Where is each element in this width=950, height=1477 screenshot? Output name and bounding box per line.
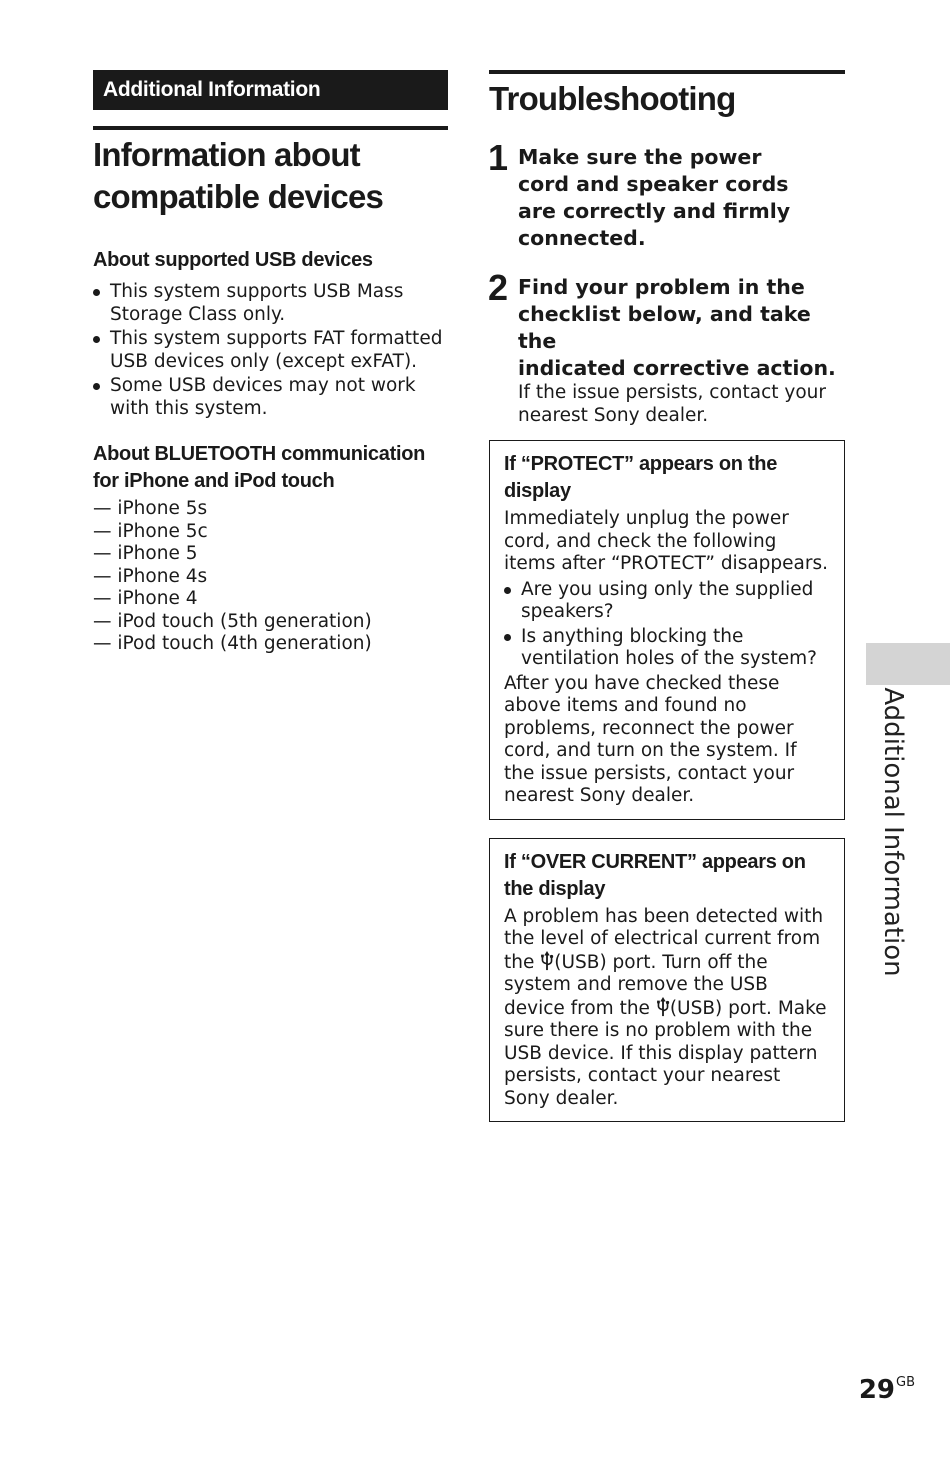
side-tab-label: Additional Information <box>878 687 908 977</box>
step-number: 2 <box>488 267 509 308</box>
bullet-icon <box>504 587 511 594</box>
list-item: — iPhone 4 <box>93 588 198 609</box>
list-item: — iPhone 5 <box>93 543 198 564</box>
step-1 <box>488 137 845 252</box>
list-item: Are you using only the supplied speakers? <box>504 579 831 624</box>
step-2 <box>488 267 845 427</box>
page-title <box>93 134 448 218</box>
list-item: — iPod touch (4th generation) <box>93 633 372 654</box>
protect-box-title: If “PROTECT” appears on the display <box>504 453 778 502</box>
list-item: Some USB devices may not work with this system. <box>93 375 448 420</box>
page-suffix: GB <box>896 1375 915 1390</box>
bullet-icon <box>93 289 100 296</box>
protect-checklist <box>504 579 831 671</box>
overcurrent-box <box>489 838 845 1123</box>
list-item: — iPhone 4s <box>93 565 208 587</box>
list-item: — iPhone 5s <box>93 498 208 519</box>
page-title-line2: compatible devices <box>93 178 384 215</box>
bluetooth-heading: About BLUETOOTH communication for iPhone and iPod touch <box>93 443 426 492</box>
step-number: 1 <box>488 137 509 178</box>
bullet-icon <box>93 336 100 343</box>
right-column <box>489 70 845 1122</box>
bullet-icon <box>93 383 100 390</box>
bluetooth-device-list <box>93 498 448 656</box>
overcurrent-text: A problem has been detected with the level of electrical current from the (USB) port. Turn off the system and remove the USB device from the (USB) port. Make sure there is no problem with the USB device. If this display pattern persists, contact your nearest Sony dealer. <box>504 905 827 1109</box>
page-number: $29^{GB}$ <box>858 1375 915 1405</box>
overcurrent-box-title: If “OVER CURRENT” appears on the display <box>504 850 806 900</box>
troubleshooting-title: Troubleshooting <box>489 80 736 117</box>
list-item: — iPod touch (5th generation) <box>93 610 372 632</box>
usb-icon <box>540 951 554 971</box>
left-column <box>93 70 448 656</box>
list-item: Is anything blocking the ventilation holes of the system? <box>504 626 831 671</box>
protect-outro: After you have checked these above items and found no problems, reconnect the power cord, and turn on the system. If the issue persists, contact your nearest Sony dealer. <box>504 672 797 806</box>
step-note: If the issue persists, contact your nearest Sony dealer. <box>518 382 827 426</box>
title-rule <box>93 126 448 130</box>
troubleshooting-rule <box>489 70 845 74</box>
protect-intro: Immediately unplug the power cord, and check the following items after “PROTECT” disappears. <box>504 508 829 574</box>
step-text: Find your problem in the checklist below, and take the indicated corrective action. <box>518 275 836 380</box>
side-tab-marker <box>866 643 950 685</box>
list-item: — iPhone 5c <box>93 520 208 542</box>
section-label-bar: Additional Information <box>93 70 448 110</box>
usb-heading: About supported USB devices <box>93 249 373 271</box>
protect-box <box>489 440 845 820</box>
usb-list <box>93 281 448 420</box>
usb-icon <box>656 997 670 1017</box>
list-item: This system supports FAT formatted USB devices only (except exFAT). <box>93 328 448 373</box>
page-title-line1: Information about <box>93 136 360 173</box>
step-text: Make sure the power cord and speaker cords are correctly and firmly connected. <box>518 145 791 250</box>
bullet-icon <box>504 634 511 641</box>
list-item: This system supports USB Mass Storage Class only. <box>93 281 448 326</box>
